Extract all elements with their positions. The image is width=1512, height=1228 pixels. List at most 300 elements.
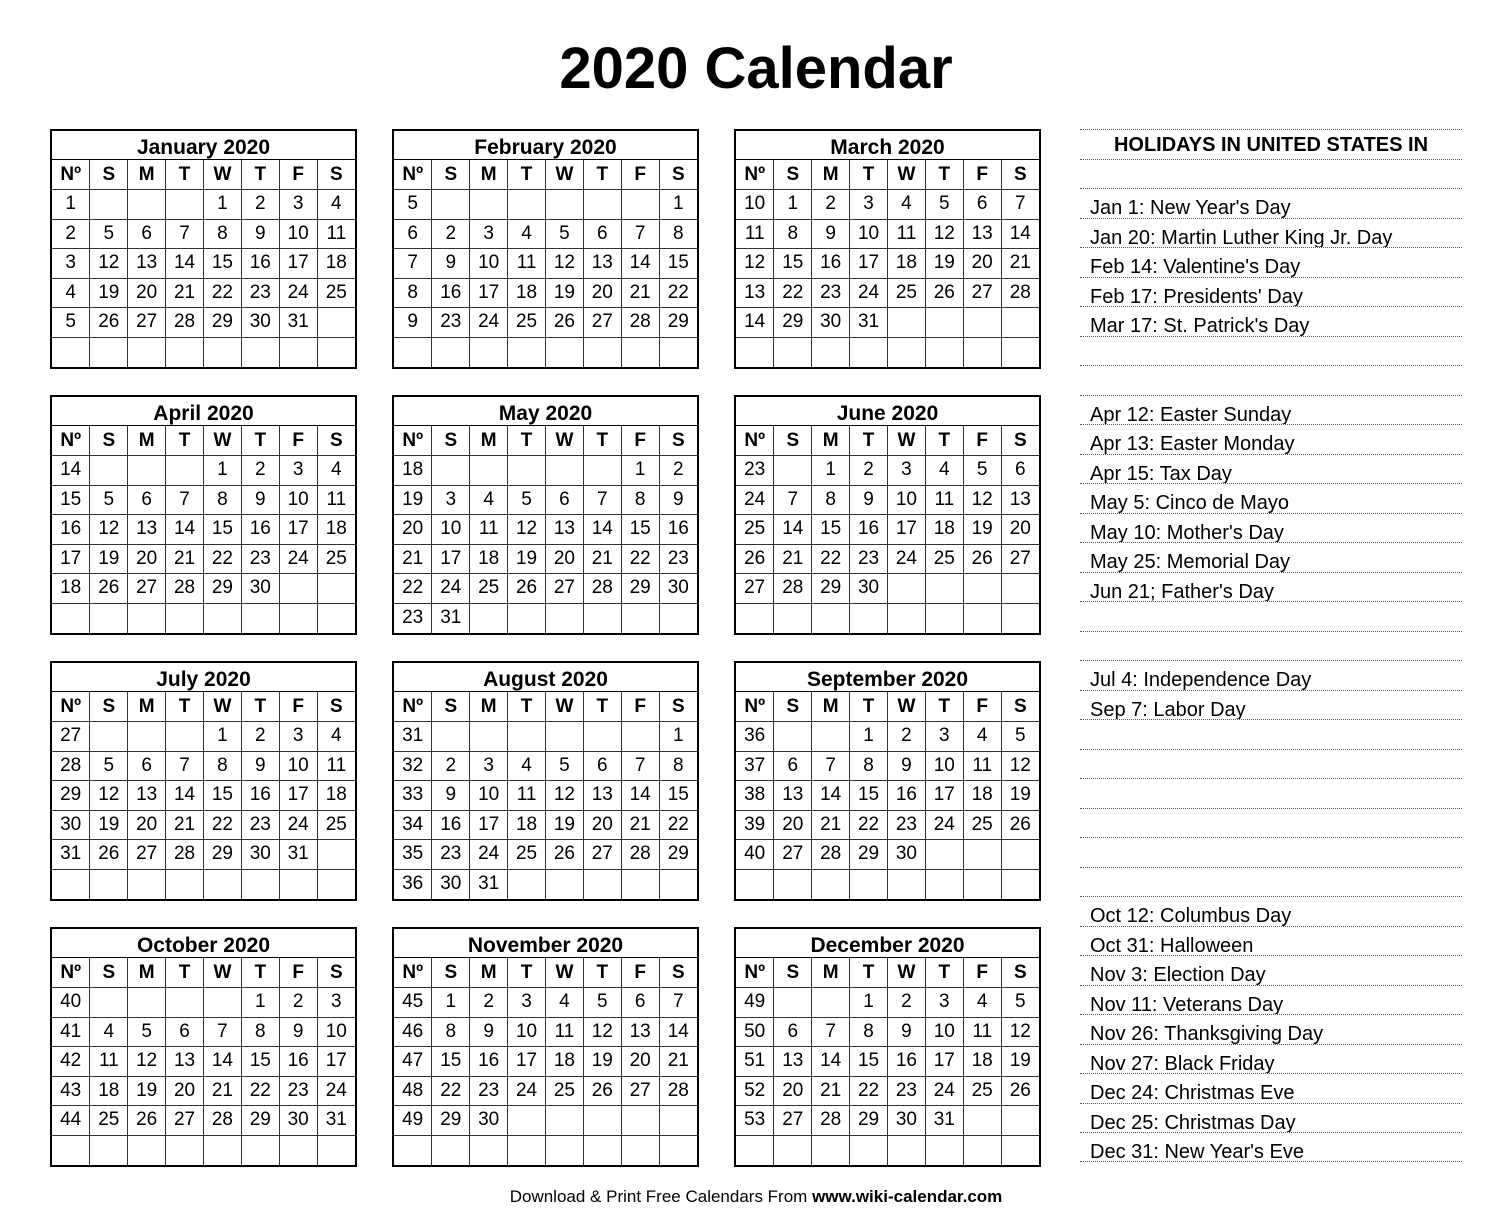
weekday-header: T (166, 160, 204, 190)
holiday-line: May 5: Cinco de Mayo (1080, 483, 1462, 513)
month-calendar (734, 661, 1041, 901)
day-cell (470, 603, 508, 633)
day-cell: 10 (432, 515, 470, 545)
day-cell (583, 1106, 621, 1136)
day-cell: 11 (508, 249, 546, 279)
weekday-header: T (241, 958, 279, 988)
weekday-header: M (812, 160, 850, 190)
week-number-cell: 1 (52, 190, 90, 220)
weekday-header: T (166, 692, 204, 722)
day-cell: 1 (621, 456, 659, 486)
day-cell (850, 1135, 888, 1165)
holiday-line: Nov 26: Thanksgiving Day (1080, 1014, 1462, 1044)
day-cell: 22 (659, 810, 697, 840)
day-cell: 10 (279, 751, 317, 781)
day-cell: 31 (279, 840, 317, 870)
day-cell (166, 1135, 204, 1165)
day-cell: 4 (470, 485, 508, 515)
day-cell: 20 (128, 810, 166, 840)
weekday-header: S (90, 692, 128, 722)
day-cell: 21 (166, 810, 204, 840)
day-cell (470, 722, 508, 752)
day-cell (508, 603, 546, 633)
day-cell: 25 (925, 544, 963, 574)
day-cell: 1 (204, 190, 242, 220)
day-cell: 16 (432, 278, 470, 308)
weekday-header: S (90, 958, 128, 988)
day-cell: 20 (963, 249, 1001, 279)
day-cell: 25 (317, 544, 355, 574)
day-cell: 4 (963, 722, 1001, 752)
holiday-line: Apr 12: Easter Sunday (1080, 395, 1462, 425)
weekday-header: S (317, 160, 355, 190)
day-cell (508, 190, 546, 220)
day-cell: 31 (850, 308, 888, 338)
weekday-header: S (1001, 692, 1039, 722)
week-row (394, 1017, 697, 1047)
weekday-header: F (963, 160, 1001, 190)
day-cell: 23 (470, 1076, 508, 1106)
day-cell: 9 (432, 249, 470, 279)
day-cell: 11 (925, 485, 963, 515)
day-cell: 14 (621, 249, 659, 279)
day-cell: 13 (774, 1047, 812, 1077)
day-cell: 14 (659, 1017, 697, 1047)
day-cell (963, 574, 1001, 604)
day-cell (470, 337, 508, 367)
week-number-cell (736, 1135, 774, 1165)
day-cell: 20 (128, 544, 166, 574)
day-cell: 8 (621, 485, 659, 515)
day-cell: 17 (279, 515, 317, 545)
day-cell: 18 (508, 278, 546, 308)
day-cell: 22 (204, 278, 242, 308)
day-cell: 24 (925, 1076, 963, 1106)
month-title: September 2020 (736, 663, 1039, 692)
day-cell: 27 (963, 278, 1001, 308)
weekday-header: F (279, 958, 317, 988)
month-calendar (392, 395, 699, 635)
day-cell: 20 (774, 1076, 812, 1106)
day-cell: 29 (204, 574, 242, 604)
week-number-cell: 5 (394, 190, 432, 220)
day-cell (128, 603, 166, 633)
day-cell (583, 869, 621, 899)
day-cell: 10 (925, 751, 963, 781)
day-cell: 4 (508, 219, 546, 249)
day-cell: 25 (90, 1106, 128, 1136)
day-cell: 27 (621, 1076, 659, 1106)
week-row (394, 751, 697, 781)
week-row (394, 603, 697, 633)
day-cell: 27 (128, 308, 166, 338)
weekday-header: F (279, 426, 317, 456)
weekday-header: F (963, 692, 1001, 722)
week-number-cell: 17 (52, 544, 90, 574)
day-cell: 9 (888, 1017, 926, 1047)
day-cell (1001, 603, 1039, 633)
weekday-header-row (736, 426, 1039, 456)
day-cell: 2 (470, 988, 508, 1018)
weekday-header: F (279, 692, 317, 722)
day-cell (621, 722, 659, 752)
day-cell (659, 603, 697, 633)
weekday-header-row (52, 958, 355, 988)
day-cell (888, 308, 926, 338)
weekday-header: S (432, 958, 470, 988)
day-cell (546, 722, 584, 752)
day-cell: 5 (1001, 988, 1039, 1018)
day-cell: 11 (90, 1047, 128, 1077)
day-cell (583, 337, 621, 367)
week-row (736, 1017, 1039, 1047)
day-cell: 21 (621, 278, 659, 308)
day-cell (90, 456, 128, 486)
day-cell (317, 337, 355, 367)
day-cell (583, 190, 621, 220)
day-cell (204, 603, 242, 633)
week-number-cell: 45 (394, 988, 432, 1018)
day-cell: 24 (279, 810, 317, 840)
day-cell: 7 (774, 485, 812, 515)
footer-text: Download & Print Free Calendars From (509, 1187, 813, 1206)
day-cell (774, 337, 812, 367)
day-cell: 29 (850, 1106, 888, 1136)
day-cell: 16 (659, 515, 697, 545)
week-number-header: Nº (394, 160, 432, 190)
week-row (52, 603, 355, 633)
day-cell: 1 (204, 456, 242, 486)
week-number-cell (52, 1135, 90, 1165)
week-row (52, 1076, 355, 1106)
day-cell (508, 456, 546, 486)
week-number-cell: 23 (736, 456, 774, 486)
day-cell: 4 (90, 1017, 128, 1047)
day-cell: 18 (317, 781, 355, 811)
day-cell: 21 (621, 810, 659, 840)
day-cell (317, 603, 355, 633)
day-cell: 1 (204, 722, 242, 752)
day-cell: 15 (659, 781, 697, 811)
month-table (52, 692, 355, 899)
week-number-header: Nº (394, 692, 432, 722)
day-cell (963, 1135, 1001, 1165)
day-cell (812, 337, 850, 367)
day-cell: 4 (546, 988, 584, 1018)
day-cell: 16 (432, 810, 470, 840)
weekday-header-row (736, 958, 1039, 988)
day-cell (774, 456, 812, 486)
weekday-header-row (394, 160, 697, 190)
day-cell (1001, 869, 1039, 899)
day-cell: 16 (470, 1047, 508, 1077)
day-cell (279, 1135, 317, 1165)
week-row (394, 1106, 697, 1136)
weekday-header: S (774, 692, 812, 722)
day-cell: 24 (432, 574, 470, 604)
week-row (394, 190, 697, 220)
week-row (52, 781, 355, 811)
day-cell: 3 (279, 190, 317, 220)
day-cell: 10 (888, 485, 926, 515)
day-cell: 26 (90, 308, 128, 338)
day-cell: 8 (812, 485, 850, 515)
day-cell (508, 337, 546, 367)
weekday-header: T (850, 160, 888, 190)
week-number-cell (394, 1135, 432, 1165)
day-cell: 27 (583, 840, 621, 870)
holiday-line (1080, 336, 1462, 366)
day-cell: 15 (432, 1047, 470, 1077)
day-cell: 19 (925, 249, 963, 279)
day-cell: 16 (812, 249, 850, 279)
month-title: November 2020 (394, 929, 697, 958)
day-cell: 13 (128, 249, 166, 279)
day-cell: 11 (317, 751, 355, 781)
weekday-header: M (470, 692, 508, 722)
day-cell (850, 603, 888, 633)
holiday-line: Dec 25: Christmas Day (1080, 1103, 1462, 1133)
day-cell (850, 869, 888, 899)
day-cell: 23 (888, 1076, 926, 1106)
weekday-header: T (583, 160, 621, 190)
day-cell (546, 1135, 584, 1165)
week-number-cell: 12 (736, 249, 774, 279)
day-cell (812, 603, 850, 633)
day-cell: 23 (279, 1076, 317, 1106)
week-number-cell: 18 (52, 574, 90, 604)
weekday-header: T (925, 692, 963, 722)
month-calendar (392, 661, 699, 901)
day-cell: 7 (621, 219, 659, 249)
week-row (394, 515, 697, 545)
holiday-line: Jun 21; Father's Day (1080, 572, 1462, 602)
day-cell: 14 (774, 515, 812, 545)
day-cell (432, 337, 470, 367)
day-cell: 17 (317, 1047, 355, 1077)
holiday-line: Jul 4: Independence Day (1080, 660, 1462, 690)
day-cell: 15 (850, 1047, 888, 1077)
day-cell: 8 (850, 751, 888, 781)
footer (0, 1187, 1512, 1207)
day-cell: 12 (90, 515, 128, 545)
week-number-cell: 36 (736, 722, 774, 752)
day-cell (925, 869, 963, 899)
day-cell (888, 574, 926, 604)
week-number-header: Nº (736, 692, 774, 722)
day-cell (241, 603, 279, 633)
day-cell: 14 (166, 249, 204, 279)
weekday-header: T (583, 692, 621, 722)
day-cell: 30 (812, 308, 850, 338)
week-number-header: Nº (52, 692, 90, 722)
day-cell: 26 (925, 278, 963, 308)
week-number-cell: 22 (394, 574, 432, 604)
footer-link[interactable]: www.wiki-calendar.com (812, 1187, 1003, 1206)
week-number-cell: 31 (394, 722, 432, 752)
day-cell: 2 (659, 456, 697, 486)
day-cell: 5 (508, 485, 546, 515)
day-cell: 14 (204, 1047, 242, 1077)
week-number-cell: 35 (394, 840, 432, 870)
day-cell (508, 869, 546, 899)
day-cell: 1 (850, 988, 888, 1018)
week-row (394, 1135, 697, 1165)
day-cell: 27 (774, 840, 812, 870)
day-cell (1001, 308, 1039, 338)
weekday-header: W (204, 958, 242, 988)
week-number-cell: 18 (394, 456, 432, 486)
holiday-line: Jan 1: New Year's Day (1080, 188, 1462, 218)
day-cell: 2 (432, 751, 470, 781)
day-cell (963, 603, 1001, 633)
day-cell (774, 988, 812, 1018)
weekday-header: F (621, 426, 659, 456)
day-cell: 22 (850, 1076, 888, 1106)
holiday-line: Dec 31: New Year's Eve (1080, 1132, 1462, 1162)
day-cell: 4 (317, 722, 355, 752)
day-cell: 22 (621, 544, 659, 574)
day-cell: 23 (888, 810, 926, 840)
day-cell: 5 (90, 219, 128, 249)
day-cell (279, 603, 317, 633)
day-cell: 18 (963, 1047, 1001, 1077)
day-cell: 19 (90, 278, 128, 308)
week-number-cell: 51 (736, 1047, 774, 1077)
day-cell: 20 (583, 278, 621, 308)
week-row (52, 190, 355, 220)
day-cell: 20 (166, 1076, 204, 1106)
week-number-cell (52, 337, 90, 367)
week-row (52, 456, 355, 486)
day-cell: 6 (128, 485, 166, 515)
day-cell (90, 869, 128, 899)
day-cell: 22 (204, 544, 242, 574)
weekday-header: T (508, 426, 546, 456)
week-row (52, 278, 355, 308)
month-calendar (50, 661, 357, 901)
day-cell (621, 869, 659, 899)
day-cell: 8 (774, 219, 812, 249)
weekday-header: M (128, 692, 166, 722)
day-cell (963, 1106, 1001, 1136)
week-row (736, 1106, 1039, 1136)
day-cell: 6 (583, 751, 621, 781)
day-cell: 18 (888, 249, 926, 279)
day-cell: 12 (90, 249, 128, 279)
weekday-header: S (432, 692, 470, 722)
weekday-header: T (925, 160, 963, 190)
week-row (394, 249, 697, 279)
day-cell: 19 (1001, 1047, 1039, 1077)
week-number-cell (52, 869, 90, 899)
day-cell: 16 (850, 515, 888, 545)
month-table (52, 426, 355, 633)
day-cell (963, 840, 1001, 870)
week-number-cell: 44 (52, 1106, 90, 1136)
week-row (52, 869, 355, 899)
day-cell: 24 (888, 544, 926, 574)
weekday-header: T (850, 692, 888, 722)
holiday-line: Jan 20: Martin Luther King Jr. Day (1080, 218, 1462, 248)
month-table (394, 426, 697, 633)
day-cell: 23 (659, 544, 697, 574)
weekday-header-row (52, 426, 355, 456)
day-cell: 25 (508, 840, 546, 870)
month-calendar (50, 927, 357, 1167)
week-row (736, 337, 1039, 367)
weekday-header: S (1001, 160, 1039, 190)
day-cell: 3 (470, 751, 508, 781)
week-number-cell: 9 (394, 308, 432, 338)
day-cell: 7 (659, 988, 697, 1018)
day-cell: 24 (317, 1076, 355, 1106)
day-cell: 4 (508, 751, 546, 781)
week-number-cell: 10 (736, 190, 774, 220)
weekday-header: F (279, 160, 317, 190)
day-cell: 18 (90, 1076, 128, 1106)
month-table (736, 426, 1039, 633)
day-cell: 21 (583, 544, 621, 574)
week-row (52, 722, 355, 752)
day-cell: 29 (850, 840, 888, 870)
day-cell: 25 (470, 574, 508, 604)
day-cell: 14 (1001, 219, 1039, 249)
day-cell: 25 (508, 308, 546, 338)
week-number-cell: 38 (736, 781, 774, 811)
day-cell (888, 1135, 926, 1165)
holiday-line: Sep 7: Labor Day (1080, 690, 1462, 720)
month-table (52, 160, 355, 367)
day-cell: 14 (583, 515, 621, 545)
week-number-cell: 36 (394, 869, 432, 899)
day-cell: 28 (204, 1106, 242, 1136)
week-row (394, 574, 697, 604)
weekday-header: M (470, 426, 508, 456)
day-cell: 9 (470, 1017, 508, 1047)
day-cell (888, 603, 926, 633)
weekday-header-row (394, 692, 697, 722)
day-cell: 5 (90, 751, 128, 781)
week-row (394, 485, 697, 515)
day-cell: 6 (1001, 456, 1039, 486)
week-row (394, 988, 697, 1018)
day-cell: 25 (888, 278, 926, 308)
day-cell: 13 (583, 781, 621, 811)
day-cell: 28 (583, 574, 621, 604)
week-row (394, 544, 697, 574)
weekday-header-row (52, 160, 355, 190)
day-cell: 17 (279, 781, 317, 811)
day-cell (546, 456, 584, 486)
day-cell (1001, 574, 1039, 604)
day-cell: 20 (774, 810, 812, 840)
weekday-header: F (621, 160, 659, 190)
holiday-line: Oct 31: Halloween (1080, 926, 1462, 956)
day-cell: 22 (812, 544, 850, 574)
day-cell (659, 869, 697, 899)
weekday-header: S (1001, 426, 1039, 456)
day-cell (925, 840, 963, 870)
day-cell (583, 722, 621, 752)
day-cell (317, 840, 355, 870)
week-number-cell: 37 (736, 751, 774, 781)
day-cell: 12 (583, 1017, 621, 1047)
day-cell: 9 (659, 485, 697, 515)
month-calendar (50, 129, 357, 369)
day-cell (128, 1135, 166, 1165)
day-cell: 2 (812, 190, 850, 220)
